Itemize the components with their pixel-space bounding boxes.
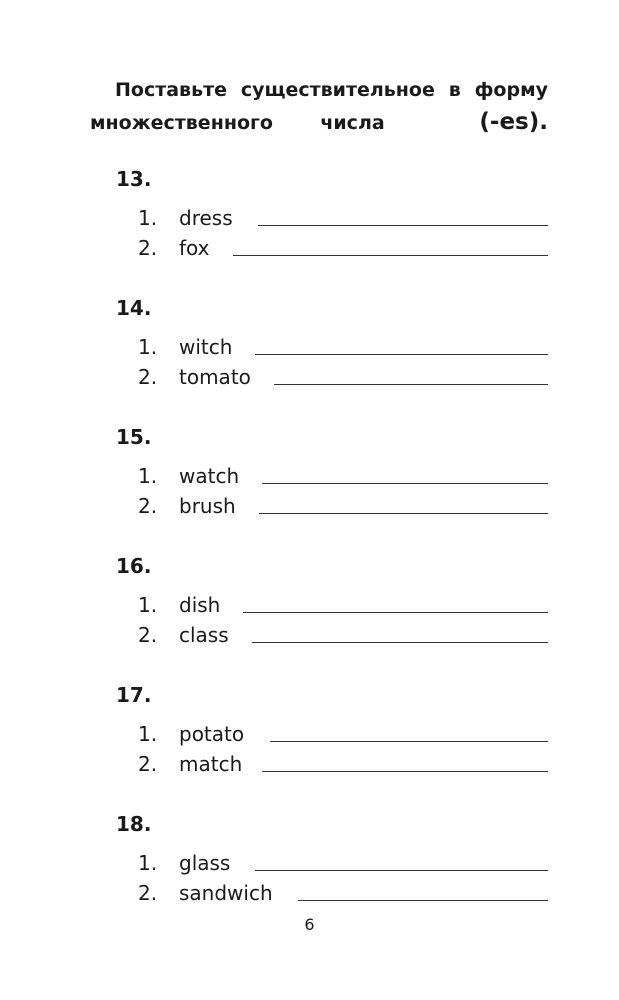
item-word: witch [179,335,233,359]
instructions [90,74,548,139]
answer-line[interactable] [298,900,548,901]
item-index: 1. [138,722,158,746]
exercise-item [0,234,619,262]
item-index: 1. [138,593,158,617]
item-index: 1. [138,851,158,875]
item-word: potato [179,722,245,746]
item-word: glass [179,851,231,875]
item-index: 1. [138,335,158,359]
item-word: watch [179,464,240,488]
item-word: dish [179,593,221,617]
instructions-line-2-text: множественного числа [90,112,385,134]
item-word: class [179,623,229,647]
exercise-item [0,204,619,232]
exercise-number: 15. [116,425,152,449]
answer-line[interactable] [262,771,548,772]
exercise-item [0,720,619,748]
item-index: 2. [138,623,158,647]
instructions-line-2 [90,106,548,139]
exercise-item [0,333,619,361]
item-index: 2. [138,365,158,389]
exercise-number: 17. [116,683,152,707]
answer-line[interactable] [274,384,548,385]
exercise-number: 16. [116,554,152,578]
answer-line[interactable] [243,612,548,613]
item-index: 1. [138,464,158,488]
exercise-item [0,621,619,649]
exercise-item [0,879,619,907]
exercise-item [0,492,619,520]
answer-line[interactable] [258,225,548,226]
answer-line[interactable] [255,870,548,871]
answer-line[interactable] [255,354,548,355]
item-index: 1. [138,206,158,230]
answer-line[interactable] [270,741,548,742]
item-index: 2. [138,494,158,518]
item-index: 2. [138,752,158,776]
item-word: dress [179,206,233,230]
item-word: match [179,752,243,776]
exercise-item [0,462,619,490]
exercise-item [0,591,619,619]
answer-line[interactable] [233,255,548,256]
answer-line[interactable] [262,483,548,484]
instructions-line-1: Поставьте существительное в форму [115,79,548,101]
item-word: fox [179,236,210,260]
item-word: sandwich [179,881,273,905]
exercise-item [0,363,619,391]
exercise-item [0,849,619,877]
item-word: tomato [179,365,251,389]
page-number: 6 [304,915,315,934]
item-index: 2. [138,236,158,260]
exercise-number: 18. [116,812,152,836]
exercise-item [0,750,619,778]
answer-line[interactable] [252,642,548,643]
item-index: 2. [138,881,158,905]
item-word: brush [179,494,236,518]
exercise-number: 13. [116,167,152,191]
exercise-number: 14. [116,296,152,320]
instructions-suffix: (-es). [479,109,548,135]
answer-line[interactable] [259,513,548,514]
